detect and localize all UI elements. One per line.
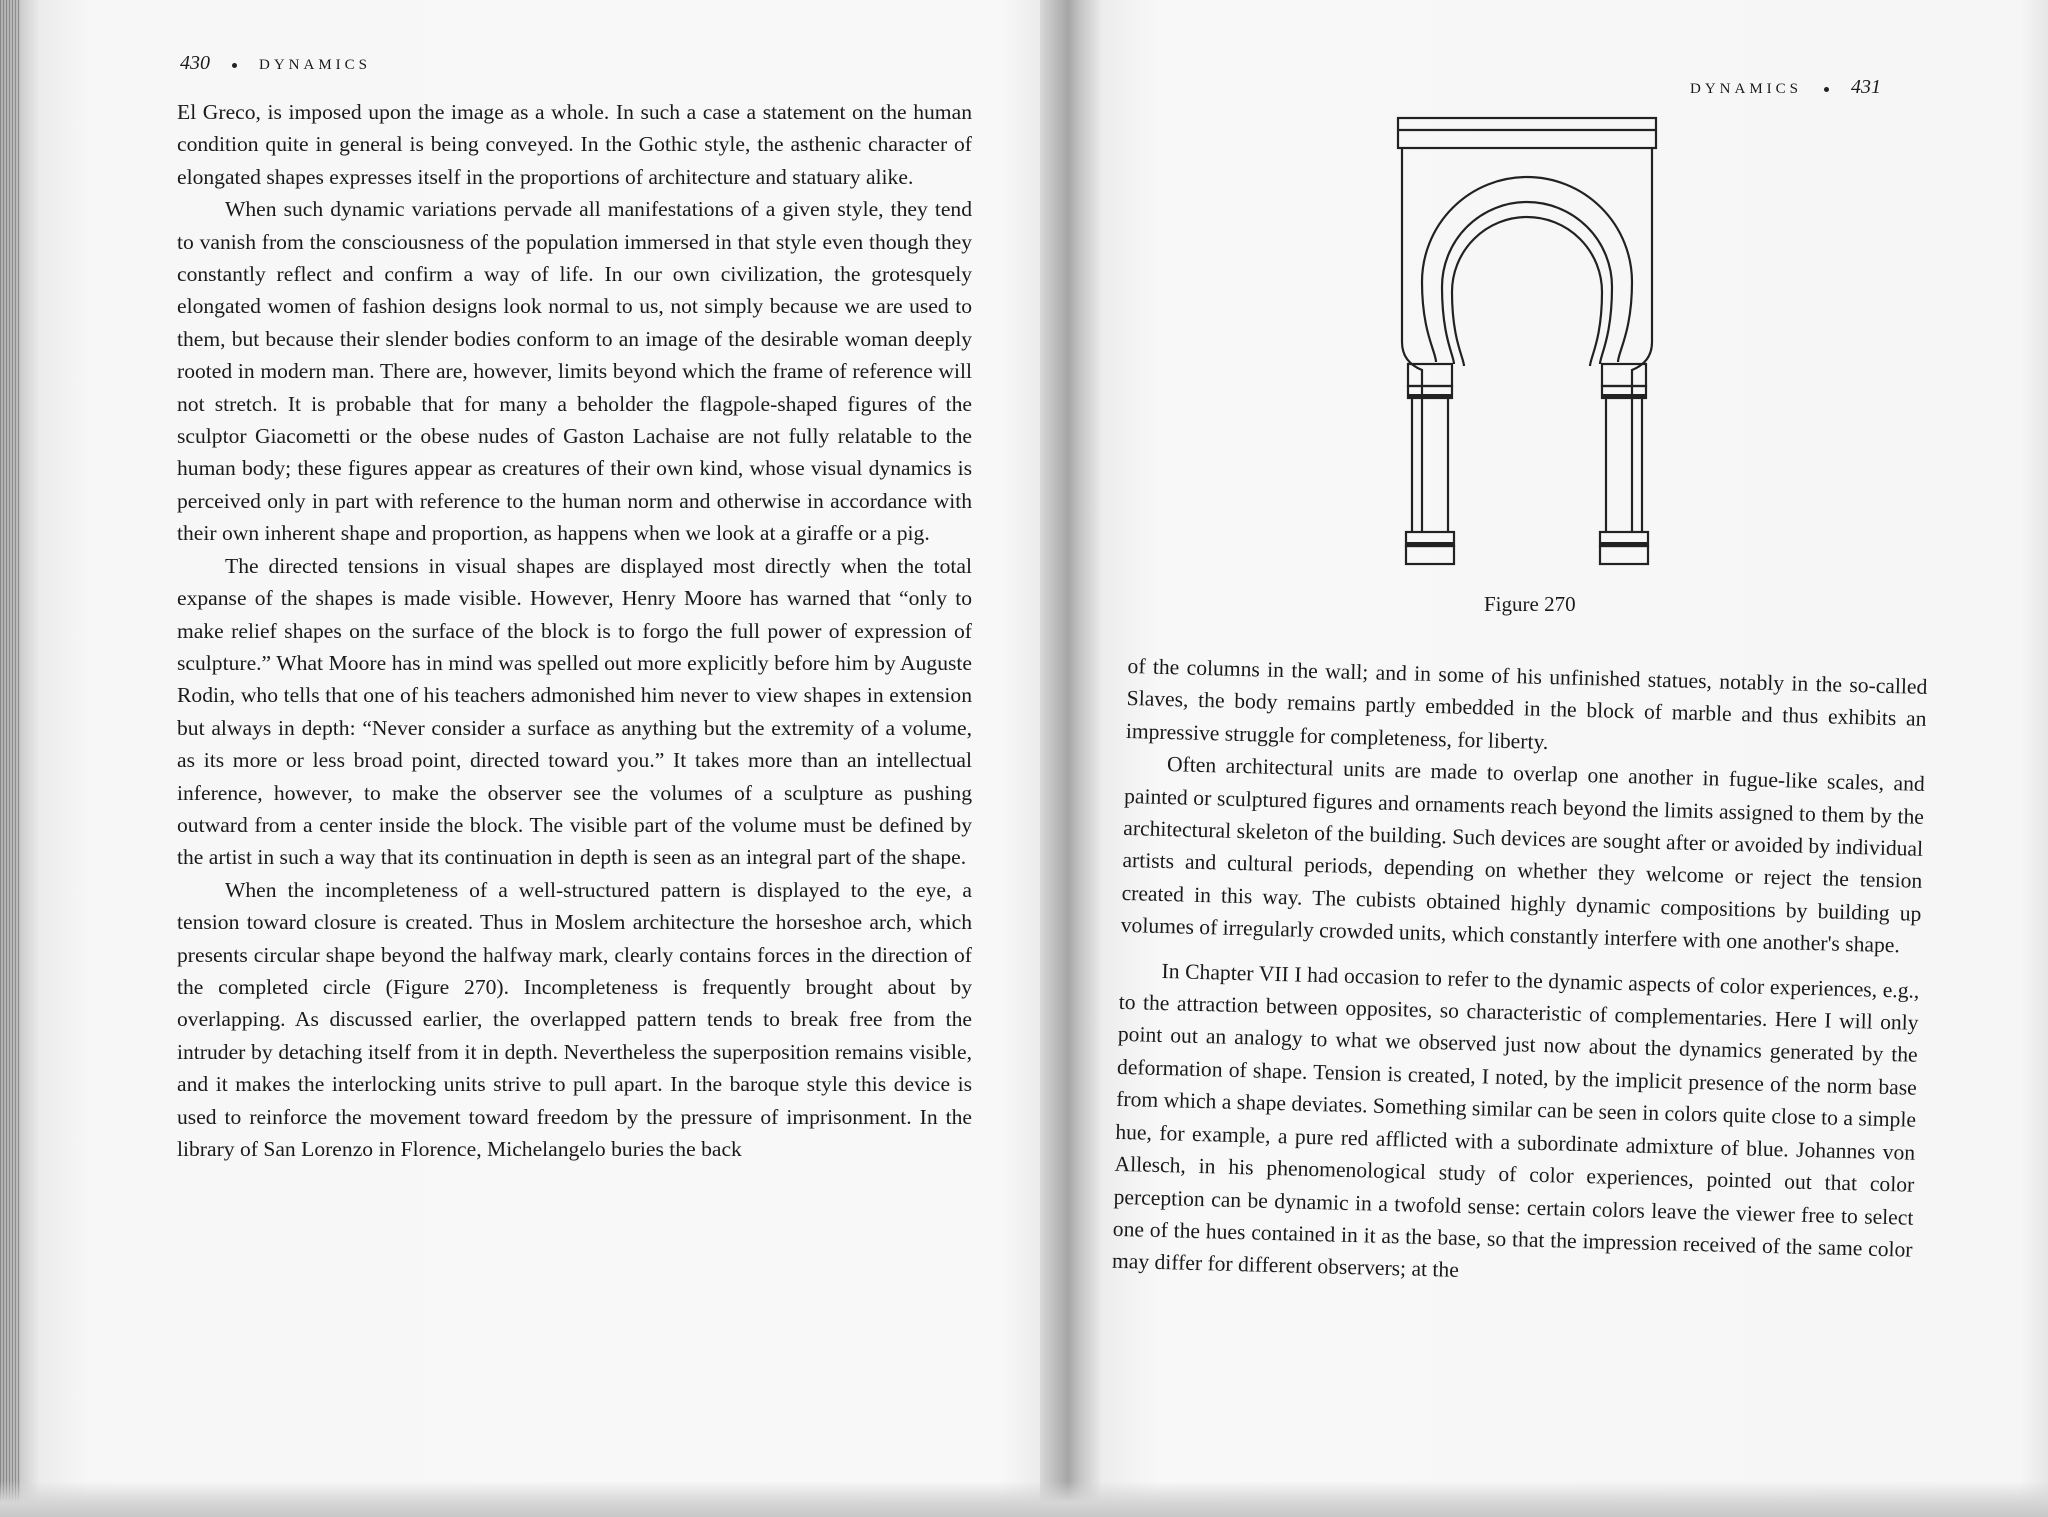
bullet-icon bbox=[232, 63, 237, 68]
horseshoe-arch-figure bbox=[1392, 112, 1662, 574]
bullet-icon bbox=[1824, 87, 1829, 92]
paragraph: The directed tensions in visual shapes are displayed most directly when the total expanse of the shapes is made visible. However, Henry Moore has warned that “only to make relief shapes on the surface of the block is to forgo the full power of expression of sculpture.” What Moore has in mind was spelled out more explicitly before him by Auguste Rodin, who tells that one of his teachers admonished him never to view shapes in extension but always in depth: “Never consider a surface as anything but the extremity of a volume, as its more or less broad point, directed toward you.” It takes more than an intellectual inference, however, to make the observer see the volumes of a sculpture as pushing outward from a center inside the block. The visible part of the volume must be defined by the artist in such a way that its continuation in depth is seen as an integral part of the shape. bbox=[177, 553, 972, 870]
left-running-title: DYNAMICS bbox=[259, 57, 372, 73]
right-running-title: DYNAMICS bbox=[1690, 81, 1803, 97]
paragraph: When the incompleteness of a well-structured pattern is displayed to the eye, a tension toward closure is created. Thus in Moslem architecture the horseshoe arch, which presents circular shape beyond the halfway mark, clearly contains forces in the direction of the completed circle (Figure 270). Incompleteness is frequently brought about by overlapping. As discussed earlier, the overlapped pattern tends to break free from the intruder by detaching itself from it in depth. Nevertheless the superposition remains visible, and it makes the interlocking units strive to pull apart. In the baroque style this device is used to reinforce the movement toward freedom by the pressure of imprisonment. In the library of San Lorenzo in Florence, Michelangelo buries the back bbox=[177, 877, 972, 1161]
paragraph: of the columns in the wall; and in some of his unfinished statues, notably in the so-called Slaves, the body remains partly embedded in the block of marble and thus exhibits an impressive struggle for completeness, for liberty. bbox=[1125, 653, 1928, 754]
left-running-head bbox=[180, 52, 371, 75]
figure-caption: Figure 270 bbox=[1484, 592, 1576, 616]
paragraph: El Greco, is imposed upon the image as a whole. In such a case a statement on the human condition quite in general is being conveyed. In the Gothic style, the asthenic character of elongated shapes expresses itself in the proportions of architecture and statuary alike. bbox=[177, 100, 972, 189]
paragraph: Often architectural units are made to overlap one another in fugue-like scales, and painted or sculptured figures and ornaments reach beyond the limits assigned to them by the architectural skeleton of the building. Such devices are sought after or avoided by individual artists and cultural periods, depending on whether they welcome or reject the tension created in this way. The cubists obtained highly dynamic compositions by building up volumes of irregularly crowded units, which constantly interfere with one another's shape. bbox=[1120, 752, 1926, 958]
right-page-number: 431 bbox=[1851, 76, 1882, 98]
left-body-text bbox=[177, 96, 972, 1165]
paragraph: In Chapter VII I had occasion to refer to the dynamic aspects of color experiences, e.g., to the attraction between opposites, so characteristic of complementaries. Here I will only point out an analogy to what we observed just now about the dynamics generated by the deformation of shape. Tension is created, I noted, by the implicit presence of the norm base from which a shape deviates. Something similar can be seen in colors quite close to a simple hue, for example, a pure red afflicted with a subordinate admixture of blue. Johannes von Allesch, in his phenomenological study of color experiences, pointed out that color perception can be dynamic in a twofold sense: certain colors leave the viewer free to select one of the hues contained in it as the base, so that the impression received of the same color may differ for different observers; at the bbox=[1111, 958, 1920, 1283]
paragraph: When such dynamic variations pervade all manifestations of a given style, they tend to vanish from the consciousness of the population immersed in that style even though they constantly reflect and confirm a way of life. In our own civilization, the grotesquely elongated women of fashion designs look normal to us, not simply because we are used to them, but because their slender bodies conform to an image of the desirable woman deeply rooted in modern man. There are, however, limits beyond which the frame of reference will not stretch. It is probable that for many a beholder the flagpole-shaped figures of the sculptor Giacometti or the obese nudes of Gaston Lachaise are not fully relatable to the human body; these figures appear as creatures of their own kind, whose visual dynamics is perceived only in part with reference to the human norm and otherwise in accordance with their own inherent shape and proportion, as happens when we look at a giraffe or a pig. bbox=[177, 197, 972, 546]
left-page-number: 430 bbox=[180, 52, 210, 74]
bottom-page-shadow bbox=[0, 1481, 2048, 1517]
right-running-head bbox=[1690, 76, 1881, 99]
page-edge-stack bbox=[0, 0, 20, 1517]
book-gutter bbox=[1040, 0, 1100, 1517]
right-body-text bbox=[1112, 650, 1928, 1298]
